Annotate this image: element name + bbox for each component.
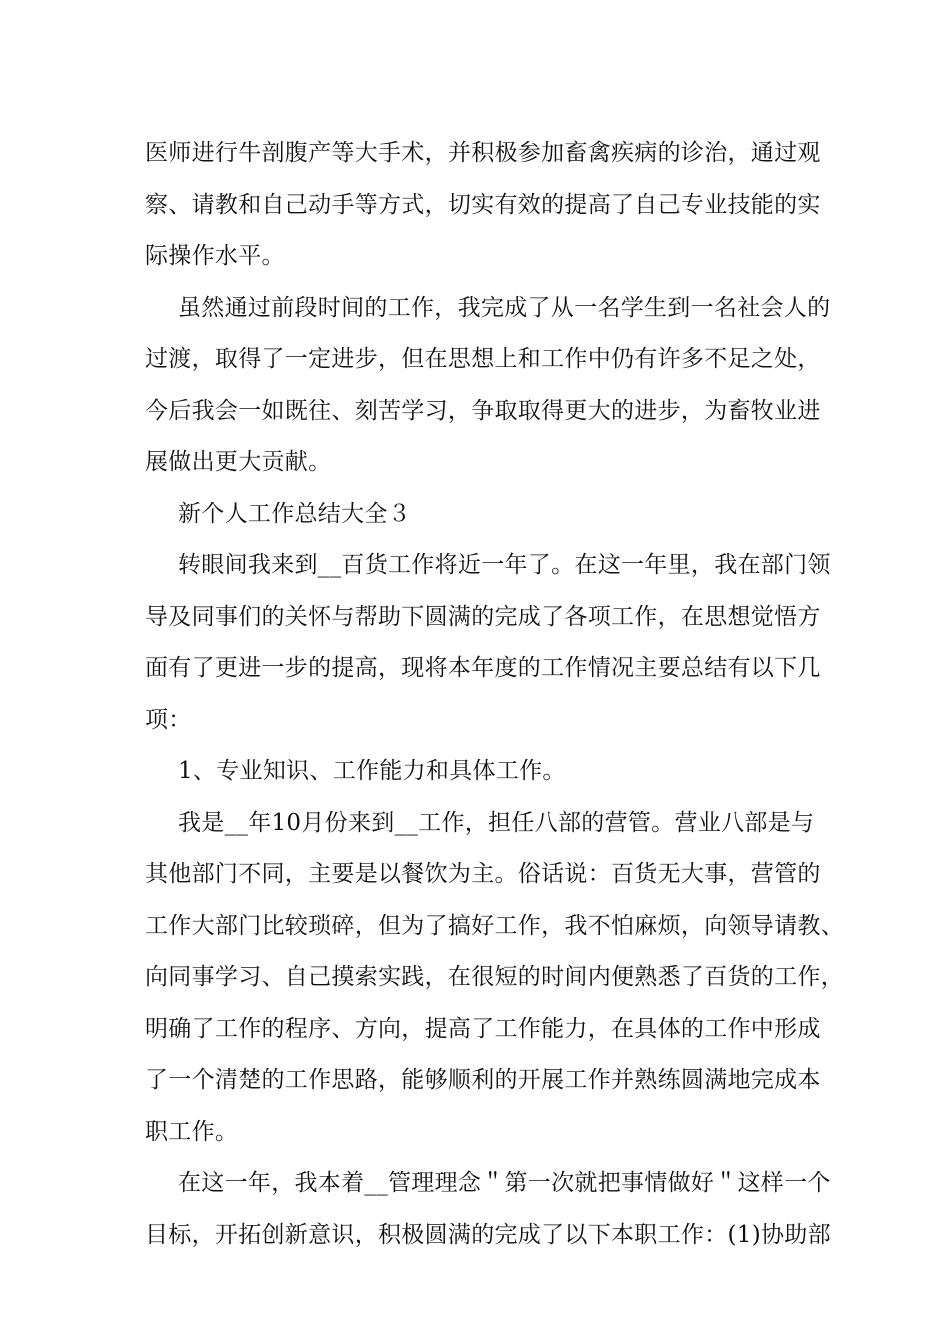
- text-line: 了一个清楚的工作思路，能够顺利的开展工作并熟练圆满地完成本: [145, 1067, 821, 1093]
- heading-line: 新个人工作总结大全３: [178, 500, 411, 527]
- text-line: 目标，开拓创新意识，积极圆满的完成了以下本职工作：(1)协助部: [145, 1221, 831, 1248]
- text-line: 虽然通过前段时间的工作，我完成了从一名学生到一名社会人的: [178, 294, 831, 321]
- text-line: 转眼间我来到__百货工作将近一年了。在这一年里，我在部门领: [178, 552, 831, 578]
- subsection-line: 1、专业知识、工作能力和具体工作。: [178, 758, 566, 784]
- text-line: 今后我会一如既往、刻苦学习，争取取得更大的进步，为畜牧业进: [145, 397, 821, 424]
- text-line: 在这一年，我本着__管理理念＂第一次就把事情做好＂这样一个: [178, 1170, 831, 1196]
- text-line: 医师进行牛剖腹产等大手术，并积极参加畜禽疾病的诊治，通过观: [145, 140, 821, 166]
- text-line: 察、请教和自己动手等方式，切实有效的提高了自己专业技能的实: [145, 191, 821, 218]
- text-line: 职工作。: [145, 1118, 239, 1145]
- text-line: 过渡，取得了一定进步，但在思想上和工作中仍有许多不足之处，: [145, 346, 821, 372]
- paragraph-3: [145, 540, 831, 746]
- text-line: 我是__年10月份来到__工作，担任八部的营管。营业八部是与: [178, 809, 815, 836]
- text-line: 其他部门不同，主要是以餐饮为主。俗话说：百货无大事，营管的: [145, 861, 821, 887]
- subsection-title: [145, 746, 810, 798]
- section-heading: [145, 489, 810, 541]
- document-body: [145, 128, 844, 1261]
- text-line: 项：: [145, 706, 192, 733]
- paragraph-1: [145, 128, 821, 283]
- paragraph-2: [145, 283, 831, 489]
- text-line: 向同事学习、自己摸索实践，在很短的时间内便熟悉了百货的工作，: [145, 964, 844, 990]
- text-line: 面有了更进一步的提高，现将本年度的工作情况主要总结有以下几: [145, 655, 821, 681]
- text-line: 展做出更大贡献。: [145, 449, 332, 475]
- text-line: 明确了工作的程序、方向，提高了工作能力，在具体的工作中形成: [145, 1015, 821, 1042]
- text-line: 际操作水平。: [145, 243, 285, 269]
- paragraph-5: [145, 1158, 831, 1261]
- text-line: 工作大部门比较琐碎，但为了搞好工作，我不怕麻烦，向领导请教、: [145, 912, 844, 939]
- paragraph-4: [145, 798, 844, 1159]
- text-line: 导及同事们的关怀与帮助下圆满的完成了各项工作，在思想觉悟方: [145, 603, 821, 630]
